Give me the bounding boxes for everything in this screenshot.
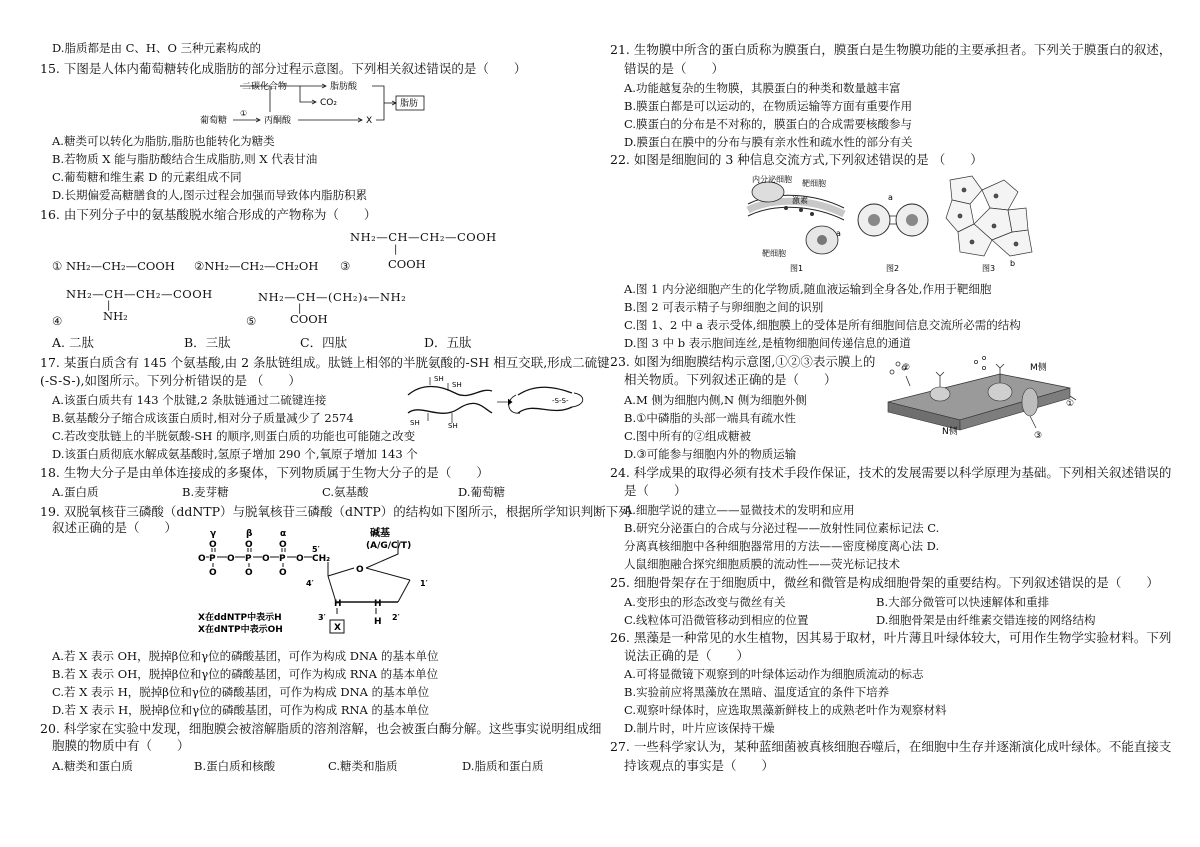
q21-stem-line1: 21. 生物膜中所含的蛋白质称为膜蛋白，膜蛋白是生物膜功能的主要承担者。下列关于膜蛋白的叙述， — [610, 42, 1172, 57]
q24-line-4: 人鼠细胞融合探究细胞质膜的流动性——荧光标记技术 — [624, 557, 900, 571]
q22-endocrine-label: 内分泌细胞 — [752, 175, 792, 184]
q19-option-b: B.若 X 表示 OH，脱掉β位和γ位的磷酸基团，可作为构成 RNA 的基本单位 — [52, 667, 439, 681]
q19-p-gamma: P — [209, 554, 216, 564]
q16-molecule-3-number: ③ — [340, 259, 351, 273]
q25-option-c: C.线粒体可沿微管移动到相应的位置 — [624, 613, 809, 627]
q18-option-b: B.麦芽糖 — [182, 485, 229, 499]
q22-target-label-2: 靶细胞 — [762, 249, 786, 258]
q25-option-a: A.变形虫的形态改变与微丝有关 — [624, 595, 786, 609]
q27-stem-line2: 持该观点的事实是（ ） — [624, 758, 775, 773]
q15-fat-label: 脂肪 — [400, 99, 419, 109]
q16-molecule-2: ②NH₂—CH₂—CH₂OH — [194, 259, 319, 273]
q20-option-d: D.脂质和蛋白质 — [462, 759, 544, 773]
q21-option-b: B.膜蛋白都是可以运动的，在物质运输等方面有重要作用 — [624, 99, 913, 113]
q15-glucose-label: 葡萄糖 — [200, 116, 228, 126]
q19-c5-label: 5′ — [312, 545, 320, 554]
q16-option-a: A. 二肽 — [52, 335, 94, 350]
q16-m3-sidechain: COOH — [388, 257, 426, 271]
q19-x-label: X — [334, 623, 341, 633]
q23-option-a: A.M 侧为细胞内侧,N 侧为细胞外侧 — [624, 393, 807, 407]
q19-gamma-label: γ — [210, 529, 217, 539]
q21-option-c: C.膜蛋白的分布是不对称的，膜蛋白的合成需要核酸参与 — [624, 117, 913, 131]
q24-stem-line2: 是（ ） — [624, 483, 687, 498]
q23-option-c: C.图中所有的②组成糖被 — [624, 429, 752, 443]
q19-note-2: X在dNTP中表示OH — [198, 625, 283, 635]
q25-option-b: B.大部分微管可以快速解体和重排 — [876, 595, 1050, 609]
q24-line-3: 分离真核细胞中各种细胞器常用的方法——密度梯度离心法 D. — [624, 539, 940, 553]
q19-c4-label: 4′ — [306, 579, 314, 588]
q16-m5-formula: NH₂—CH—(CH₂)₄—NH₂ — [258, 290, 407, 304]
q23-option-b: B.①中磷脂的头部一端具有疏水性 — [624, 411, 796, 425]
q17-option-d: D.该蛋白质彻底水解成氨基酸时,氢原子增加 290 个,氧原子增加 143 个 — [52, 447, 418, 461]
q20-stem-line2: 胞膜的物质中有（ ） — [52, 738, 190, 753]
q22-fig1-caption: 图1 — [790, 264, 804, 273]
q19-ring-o: O — [356, 565, 364, 575]
q17-option-c: C.若改变肽链上的半胱氨酸-SH 的顺序,则蛋白质的功能也可能随之改变 — [52, 429, 416, 443]
q25-option-d: D.细胞骨架是由纤维素交错连接的网络结构 — [876, 613, 1096, 627]
q16-option-d: D．五肽 — [424, 335, 472, 350]
q23-stem-line2: 相关物质。下列叙述正确的是（ ） — [624, 372, 837, 387]
q22-option-a: A.图 1 内分泌细胞产生的化学物质,随血液运输到全身各处,作用于靶细胞 — [624, 282, 992, 296]
q19-stem-line1: 19. 双脱氧核苷三磷酸（ddNTP）与脱氧核苷三磷酸（dNTP）的结构如下图所示，根据所学知识判断下列 — [40, 504, 631, 519]
q27-stem-line1: 27. 一些科学家认为，某种蓝细菌被真核细胞吞噬后，在细胞中生存并逐渐演化成叶绿体。不能直接支 — [610, 739, 1172, 754]
q19-o-bridge-3: O — [296, 554, 304, 564]
q26-option-a: A.可将显微镜下观察到的叶绿体运动作为细胞质流动的标志 — [624, 667, 924, 681]
q22-fig3-caption: 图3 — [982, 264, 996, 273]
q19-base-sub: (A/G/C/T) — [366, 541, 412, 551]
q22-target-label-1: 靶细胞 — [802, 179, 826, 188]
q24-stem-line1: 24. 科学成果的取得必须有技术手段作保证，技术的发展需要以科学原理为基础。下列相关叙述错误的 — [610, 465, 1172, 480]
q19-alpha-label: α — [280, 529, 287, 539]
q19-nucleotide-structure — [198, 524, 438, 636]
q16-m4-formula: NH₂—CH—CH₂—COOH — [66, 287, 213, 301]
q19-c3-label: 3′ — [318, 613, 326, 622]
q16-option-c: C．四肽 — [300, 335, 348, 350]
q22-a-label-2: a — [888, 193, 893, 202]
q15-option-d: D.长期偏爱高糖膳食的人,图示过程会加强而导致体内脂肪积累 — [52, 188, 368, 202]
q16-molecule-5-number: ⑤ — [246, 314, 257, 328]
q26-stem-line1: 26. 黑藻是一种常见的水生植物，因其易于取材，叶片薄且叶绿体较大，可用作生物学实验材料。下列 — [610, 630, 1172, 645]
q22-figure-1 — [748, 174, 844, 273]
q19-h-c2b: H — [374, 617, 382, 627]
q19-h-c3: H — [334, 599, 342, 609]
q18-stem: 18. 生物大分子是由单体连接成的多聚体，下列物质属于生物大分子的是（ ） — [40, 465, 489, 480]
q22-stem: 22. 如图是细胞间的 3 种信息交流方式,下列叙述错误的是 （ ） — [610, 152, 983, 167]
q19-o-bottom-3: O — [279, 568, 287, 578]
q21-stem-line2: 错误的是（ ） — [624, 61, 725, 76]
q17-sh-label-3: SH — [410, 419, 420, 427]
q22-cell-signaling-figures — [746, 170, 1036, 274]
q14-option-d: D.脂质都是由 C、H、O 三种元素构成的 — [52, 41, 262, 55]
q18-option-c: C.氨基酸 — [322, 485, 369, 499]
q19-stem-line2: 叙述正确的是（ ） — [52, 520, 178, 535]
q20-option-b: B.蛋白质和核酸 — [194, 759, 276, 773]
q19-option-c: C.若 X 表示 H，脱掉β位和γ位的磷酸基团，可作为构成 DNA 的基本单位 — [52, 685, 430, 699]
q16-m5-sidechain: COOH — [290, 312, 328, 326]
q23-label-1: ① — [1066, 399, 1075, 409]
q19-o-top-1: O — [209, 540, 217, 550]
q19-p-beta: P — [245, 554, 252, 564]
q19-note-1: X在ddNTP中表示H — [198, 613, 282, 623]
q26-option-d: D.制片时，叶片应该保持干燥 — [624, 721, 775, 735]
q15-glucose-fat-diagram — [200, 78, 430, 128]
q19-c1-label: 1′ — [420, 579, 428, 588]
q19-h-c2a: H — [374, 599, 382, 609]
q19-ch2-label: CH₂ — [312, 554, 331, 564]
q16-m3-formula: NH₂—CH—CH₂—COOH — [350, 230, 497, 244]
q22-figure-2 — [858, 193, 928, 273]
q19-o-bottom-2: O — [245, 568, 253, 578]
q19-c2-label: 2′ — [392, 613, 400, 622]
q24-line-1: A.细胞学说的建立——显微技术的发明和应用 — [624, 503, 855, 517]
q20-stem-line1: 20. 科学家在实验中发现，细胞膜会被溶解脂质的溶剂溶解，也会被蛋白酶分解。这些事实说明组成细 — [40, 721, 602, 736]
q17-sh-label-4: SH — [448, 422, 458, 429]
q17-disulfide-diagram — [400, 373, 590, 429]
q19-o-left: O — [198, 554, 206, 564]
q17-ss-label: -S-S- — [552, 397, 569, 405]
q19-o-top-3: O — [279, 540, 287, 550]
q16-m4-sidechain: NH₂ — [103, 309, 128, 323]
q20-option-a: A.糖类和蛋白质 — [52, 759, 133, 773]
q15-fatty-acid-label: 脂肪酸 — [330, 82, 358, 92]
q22-b-label: b — [1010, 259, 1016, 268]
q17-option-b: B.氨基酸分子缩合成该蛋白质时,相对分子质量减少了 2574 — [52, 411, 354, 425]
q22-hormone-label: 激素 — [792, 196, 808, 205]
q17-stem-line1: 17. 某蛋白质含有 145 个氨基酸,由 2 条肽链组成。肽链上相邻的半胱氨酸的-SH 相互交联,形成二硫键 — [40, 355, 610, 370]
q19-option-d: D.若 X 表示 H，脱掉β位和γ位的磷酸基团，可作为构成 RNA 的基本单位 — [52, 703, 430, 717]
q15-option-a: A.糖类可以转化为脂肪,脂肪也能转化为糖类 — [52, 134, 275, 148]
q23-label-2: ② — [902, 363, 911, 373]
q19-option-a: A.若 X 表示 OH，脱掉β位和γ位的磷酸基团，可作为构成 DNA 的基本单位 — [52, 649, 439, 663]
q21-option-a: A.功能越复杂的生物膜，其膜蛋白的种类和数量越丰富 — [624, 81, 901, 95]
q19-o-top-2: O — [245, 540, 253, 550]
q16-option-b: B．三肽 — [184, 335, 231, 350]
q17-sh-label-1: SH — [434, 375, 444, 383]
q15-two-carbon-label: 二碳化合物 — [242, 82, 288, 92]
q22-figure-3 — [946, 176, 1032, 256]
q22-option-d: D.图 3 中 b 表示胞间连丝,是植物细胞间传递信息的通道 — [624, 336, 911, 350]
q15-step1-label: ① — [240, 109, 248, 118]
q16-molecule-4-number: ④ — [52, 314, 63, 328]
q19-base-label: 碱基 — [370, 528, 390, 539]
q24-line-2: B.研究分泌蛋白的合成与分泌过程——放射性同位素标记法 C. — [624, 521, 940, 535]
q18-option-d: D.葡萄糖 — [458, 485, 505, 499]
q15-x-label: X — [366, 116, 373, 126]
q26-option-b: B.实验前应将黑藻放在黑暗、温度适宜的条件下培养 — [624, 685, 890, 699]
q15-stem: 15. 下图是人体内葡萄糖转化成脂肪的部分过程示意图。下列相关叙述错误的是（ ） — [40, 61, 527, 76]
q17-sh-label-2: SH — [452, 381, 462, 389]
q26-stem-line2: 说法正确的是（ ） — [624, 648, 750, 663]
q15-option-b: B.若物质 X 能与脂肪酸结合生成脂肪,则 X 代表甘油 — [52, 152, 318, 166]
q22-fig2-caption: 图2 — [886, 264, 900, 273]
q26-option-c: C.观察叶绿体时，应选取黑藻新鲜枝上的成熟老叶作为观察材料 — [624, 703, 947, 717]
q22-option-c: C.图 1、2 中 a 表示受体,细胞膜上的受体是所有细胞间信息交流所必需的结构 — [624, 318, 1021, 332]
q17-stem-line2: (-S-S-),如图所示。下列分析错误的是 （ ） — [40, 373, 301, 388]
q22-a-label-1: a — [836, 229, 841, 238]
q15-option-c: C.葡萄糖和维生素 D 的元素组成不同 — [52, 170, 242, 184]
q25-stem: 25. 细胞骨架存在于细胞质中，微丝和微管是构成细胞骨架的重要结构。下列叙述错误的是（ ） — [610, 575, 1159, 590]
q15-pyruvate-label: 丙酮酸 — [264, 116, 292, 126]
q19-o-bridge-1: O — [227, 554, 235, 564]
q16-molecule-1: ① NH₂—CH₂—COOH — [52, 259, 175, 273]
q19-beta-label: β — [246, 529, 253, 539]
q23-stem-line1: 23. 如图为细胞膜结构示意图,①②③表示膜上的 — [610, 354, 876, 369]
q23-n-side-label: N侧 — [942, 427, 958, 437]
q17-option-a: A.该蛋白质共有 143 个肽键,2 条肽链通过二硫键连接 — [52, 393, 327, 407]
q18-option-a: A.蛋白质 — [52, 485, 99, 499]
q23-cell-membrane-diagram — [880, 356, 1080, 442]
q19-o-bottom-1: O — [209, 568, 217, 578]
q23-m-side-label: M侧 — [1030, 363, 1047, 373]
q19-o-bridge-2: O — [262, 554, 270, 564]
q22-option-b: B.图 2 可表示精子与卵细胞之间的识别 — [624, 300, 824, 314]
q21-option-d: D.膜蛋白在膜中的分布与膜有亲水性和疏水性的部分有关 — [624, 135, 913, 149]
q16-stem: 16. 由下列分子中的氨基酸脱水缩合形成的产物称为（ ） — [40, 207, 377, 222]
q23-option-d: D.③可能参与细胞内外的物质运输 — [624, 447, 797, 461]
q23-label-3: ③ — [1034, 431, 1043, 441]
q19-p-alpha: P — [279, 554, 286, 564]
q15-co2-label: CO₂ — [320, 98, 337, 108]
q20-option-c: C.糖类和脂质 — [328, 759, 398, 773]
